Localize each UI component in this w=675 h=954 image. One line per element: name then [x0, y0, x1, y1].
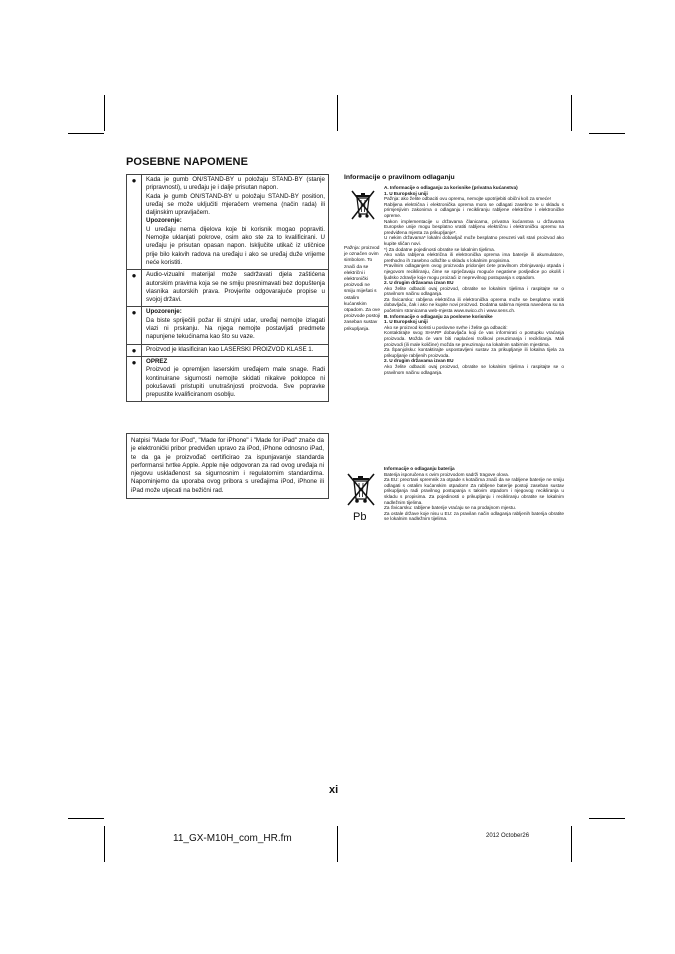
note-line: Proizvod je opremljen laserskim uređajem male snage. Radi kontinuirane sigurnosti nemojte skidati nikakve poklopce ni pokušavati pristupiti unutrašnjosti proizvoda. Sve popravke prepustite kvalificiranom osoblju.: [146, 366, 325, 399]
disposal-side-note: Pažnja: proizvod je označen ovim simbolom. To znači da se električni i elektronički proizvodi ne smiju miješati s ostalim kućanskim otpadom. Za ove proizvode postoji zaseban sustav prikupljanja.: [344, 246, 380, 332]
disposal-paragraph: Ako vaša rabljena električna ili elektronička oprema ima baterije ili akumulatore, prethodno ih zasebno odložite u skladu s lokalnim propisima.: [384, 252, 564, 263]
crop-mark: [104, 826, 105, 862]
disposal-paragraph: Za Švicarsku: rabljena električna ili elektronička oprema može se besplatno vratiti dobavljaču, čak i ako ne kupite novi proizvod. Dodatna sabirna mjesta navedena su na početnim stranicama web-mjesta www.swico.ch i www.sens.ch.: [384, 296, 564, 314]
note-line: U uređaju nema dijelova koje bi korisnik mogao popraviti. Nemojte uklanjati pokrove, osim ako ste za to kvalificirani. U uređaju je prisutan opasan napon. Isključite utikač iz utičnice prije bilo kakvih radova na uređaju i ako se uređaj duže vrijeme neće koristiti.: [146, 225, 325, 266]
disposal-paragraph: *) Za dodatne pojedinosti obratite se lokalnim tijelima.: [384, 246, 495, 252]
disposal-paragraph: 2. U drugim državama izvan EU: [384, 280, 454, 286]
note-line: Proizvod je klasificiran kao LASERSKI PROIZVOD KLASE 1.: [146, 345, 314, 353]
disposal-paragraph: Kontaktirajte svog SHARP dobavljača koji će vas informirati o postupku vraćanja proizvoda. Možda će vam biti naplaćeni troškovi preuzimanja i recikliranja. Mali proizvodi (ili male količine) možda se preuzimaju na lokalnim sabirnim mjestima.: [384, 330, 564, 347]
note-row: [127, 270, 328, 307]
battery-heading: Informacije o odlaganju baterija: [384, 466, 455, 471]
disposal-paragraph: B. Informacije o odlaganju za poslovne korisnike: [384, 313, 493, 319]
page-title: POSEBNE NAPOMENE: [126, 156, 249, 168]
disposal-paragraph: Rabljena električna i elektronička oprema mora se odlagati zasebno te u skladu s primjenjivim zakonima o odlaganju i recikliranju rabljene električne i elektroničke opreme.: [384, 201, 564, 218]
crop-mark: [68, 133, 104, 134]
disposal-paragraph: Nakon implementacije u državama članicama, privatna kućanstva u državama Europske unije mogu besplatno vratiti rabljenu električnu i elektroničku opremu na predviđena mjesta za prikupljanje*.: [384, 218, 564, 235]
crop-mark: [337, 95, 338, 131]
disposal-paragraph: A. Informacije o odlaganju za korisnike (privatna kućanstva): [384, 185, 518, 190]
disposal-paragraph: Ako želite odbaciti ovaj proizvod, obratite se lokalnim tijelima i raspitajte se o pravilnom načinu odlaganja.: [384, 285, 564, 297]
note-row: [127, 307, 328, 344]
note-line: Kada je gumb ON/STAND-BY u položaju STAND-BY (stanje pripravnosti), u uređaju je i dalje prisutan napon.: [146, 176, 325, 192]
crop-mark: [104, 95, 105, 131]
disposal-paragraph: Ako se proizvod koristi u poslovne svrhe i želite ga odbaciti:: [384, 324, 508, 330]
crop-mark: [589, 818, 625, 819]
disposal-text: [384, 185, 564, 375]
note-row: [127, 345, 328, 357]
disposal-heading: Informacije o pravilnom odlaganju: [344, 174, 455, 181]
bullet: ●: [127, 175, 142, 269]
crossed-bin-icon: [348, 188, 378, 224]
crop-mark: [589, 133, 625, 134]
note-line: Da biste spriječili požar ili strujni udar, uređaj nemojte izlagati vlazi ni prskanju. Na njega nemojte postavljati predmete napunjene tekućinama kao što su vaze.: [146, 316, 325, 341]
disposal-paragraph: 1. U Europskoj uniji: [384, 319, 428, 325]
crop-mark: [68, 818, 104, 819]
battery-text: [384, 466, 564, 522]
note-heading: Upozorenje:: [146, 217, 182, 225]
note-heading: OPREZ: [146, 357, 168, 365]
crop-mark: [571, 95, 572, 131]
disposal-paragraph: Pravilnim odlaganjem ovog proizvoda pridonijet ćete pravilnom zbrinjavanju otpada i njegovom recikliranju, čime se sprječavaju moguće negativne posljedice po okoliš i ljudsko zdravlje koje mogu proizaći iz neprevilnog postupanja s otpadom.: [384, 263, 564, 280]
crop-mark: [337, 826, 338, 862]
disposal-paragraph: 1. U Europskoj uniji: [384, 190, 428, 196]
note-text: [142, 345, 328, 356]
disposal-paragraph: Ako želite odbaciti ovaj proizvod, obratite se lokalnim tijelima i raspitajte se o pravilnom načinu odlaganja.: [384, 364, 564, 375]
bullet: ●: [127, 345, 142, 356]
note-text: [142, 357, 328, 401]
battery-paragraph: Za EU: precrtani spremnik za otpade s kotačima znači da se rabljene baterije ne smiju odlagati s ostalim kućanskim otpadom! Za rabljene baterije postoji zaseban sustav prikupljanja radi pravilnog postupanja s takvim otpadom i njegovog recikliranja u skladu s propisima. Za pojedinosti o prikupljanju i recikliranju obratite se lokalnim nadležnim tijelima.: [384, 477, 564, 505]
note-row: [127, 175, 328, 270]
crossed-bin-pb-icon: [344, 471, 378, 523]
note-heading: Upozorenje:: [146, 308, 182, 316]
battery-paragraph: Za ostale države koje nisu u EU: za pravilan način odlaganja rabljenih baterija obratite se lokalnim nadležnim tijelima.: [384, 510, 564, 522]
bullet: ●: [127, 307, 142, 343]
note-line: Kada je gumb ON/STAND-BY u položaju STAND-BY position, uređaj se može uključiti mjeračem vremena (način rada) ili daljinskim upravljačem.: [146, 192, 325, 217]
notes-table: [126, 174, 329, 402]
footer-date: 2012 October26: [486, 833, 530, 839]
note-text: [142, 175, 328, 269]
disposal-paragraph: Pažnja: ako želite odbaciti ovu opremu, nemojte upotrijebiti obični koš za smeće!: [384, 196, 552, 202]
footer-filename: 11_GX-M10H_com_HR.fm: [173, 833, 292, 844]
note-text: [142, 270, 328, 306]
disposal-paragraph: U nekim državama* lokalni dobavljač može besplatno preuzeti vaš stari proizvod ako kupite sličan novi.: [384, 235, 564, 246]
bullet: ●: [127, 357, 142, 401]
note-line: Audio-vizualni materijal može sadržavati djela zaštićena autorskim pravima koja se ne smiju presnimavati bez dopuštenja vlasnika autorskih prava. Provjerite odgovarajuće propise u svojoj državi.: [146, 271, 325, 304]
disposal-paragraph: 2. U drugim državama izvan EU: [384, 358, 454, 364]
battery-paragraph: Za Švicarsku: rabljene baterije vraćaju se na prodajnom mjestu.: [384, 505, 517, 511]
note-text: [142, 307, 328, 343]
bullet: ●: [127, 270, 142, 306]
ipod-notice: Natpisi "Made for iPod", "Made for iPhone" i "Made for iPad" znače da je elektronički pribor predviđen upravo za iPod, iPhone odnosno iPad, te da ga je proizvođač certificirao za ispunjavanje standarda performansi tvrtke Apple. Apple nije odgovoran za rad ovog uređaja ni njegovu usklađenost sa sigurnosnim i regulatornim standardima. Napominjemo da uporaba ovog pribora s uređajima iPod, iPhone ili iPad može utjecati na bežični rad.: [126, 433, 329, 499]
pb-label: Pb: [353, 511, 367, 523]
disposal-paragraph: Za Španjolsku: kontaktirajte uspostavljeni sustav za prikupljanje ili lokalna tijela za prikupljanje rabljenih proizvoda.: [384, 347, 564, 358]
crop-mark: [571, 826, 572, 862]
page-number: xi: [329, 784, 339, 796]
battery-paragraph: Baterija isporučena s ovim proizvodom sadrži tragove olova.: [384, 471, 510, 477]
note-row: [127, 357, 328, 401]
